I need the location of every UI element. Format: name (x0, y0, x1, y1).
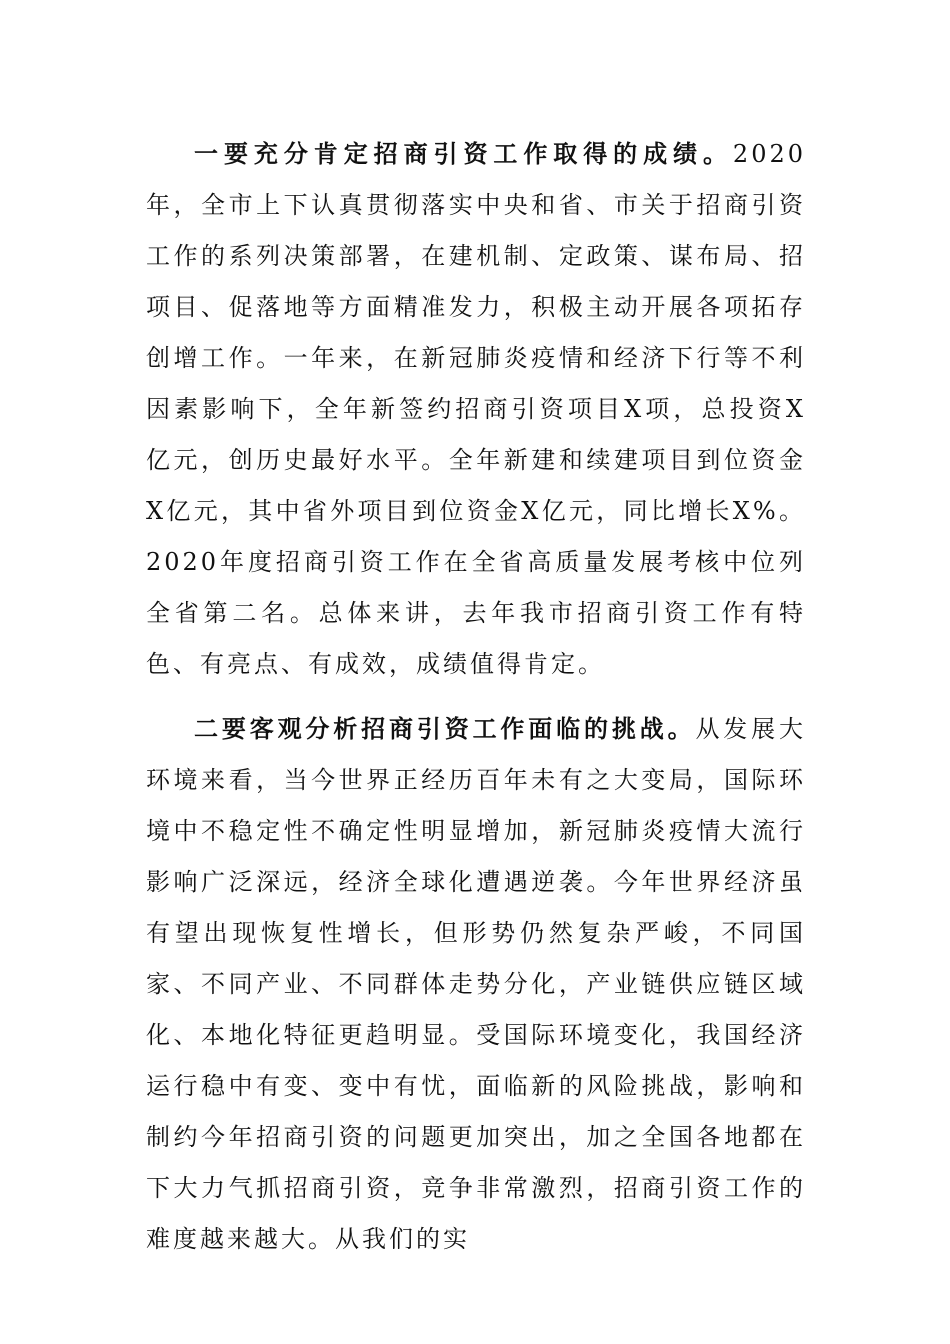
paragraph-body-challenges: 从发展大环境来看，当今世界正经历百年未有之大变局，国际环境中不稳定性不确定性明显增加，新冠肺炎疫情大流行影响广泛深远，经济全球化遭遇逆袭。今年世界经济虽有望出现恢复性增长，但形势仍然复杂严峻，不同国家、不同产业、不同群体走势分化，产业链供应链区域化、本地化特征更趋明显。受国际环境变化，我国经济运行稳中有变、变中有忧，面临新的风险挑战，影响和制约今年招商引资的问题更加突出，加之全国各地都在下大力气抓招商引资，竞争非常激烈，招商引资工作的难度越来越大。从我们的实 (146, 715, 807, 1253)
paragraph-body-achievements: 2020年，全市上下认真贯彻落实中央和省、市关于招商引资工作的系列决策部署，在建机制、定政策、谋布局、招项目、促落地等方面精准发力，积极主动开展各项拓存创增工作。一年来，在新冠肺炎疫情和经济下行等不利因素影响下，全年新签约招商引资项目X项，总投资X亿元，创历史最好水平。全年新建和续建项目到位资金X亿元，其中省外项目到位资金X亿元，同比增长X%。2020年度招商引资工作在全省高质量发展考核中位列全省第二名。总体来讲，去年我市招商引资工作有特色、有亮点、有成效，成绩值得肯定。 (146, 140, 806, 678)
paragraph-achievements (146, 128, 806, 690)
document-body (146, 128, 806, 1265)
paragraph-challenges (146, 703, 806, 1265)
paragraph-lead-achievements: 一要充分肯定招商引资工作取得的成绩。 (194, 139, 733, 168)
paragraph-lead-challenges: 二要客观分析招商引资工作面临的挑战。 (194, 714, 696, 743)
